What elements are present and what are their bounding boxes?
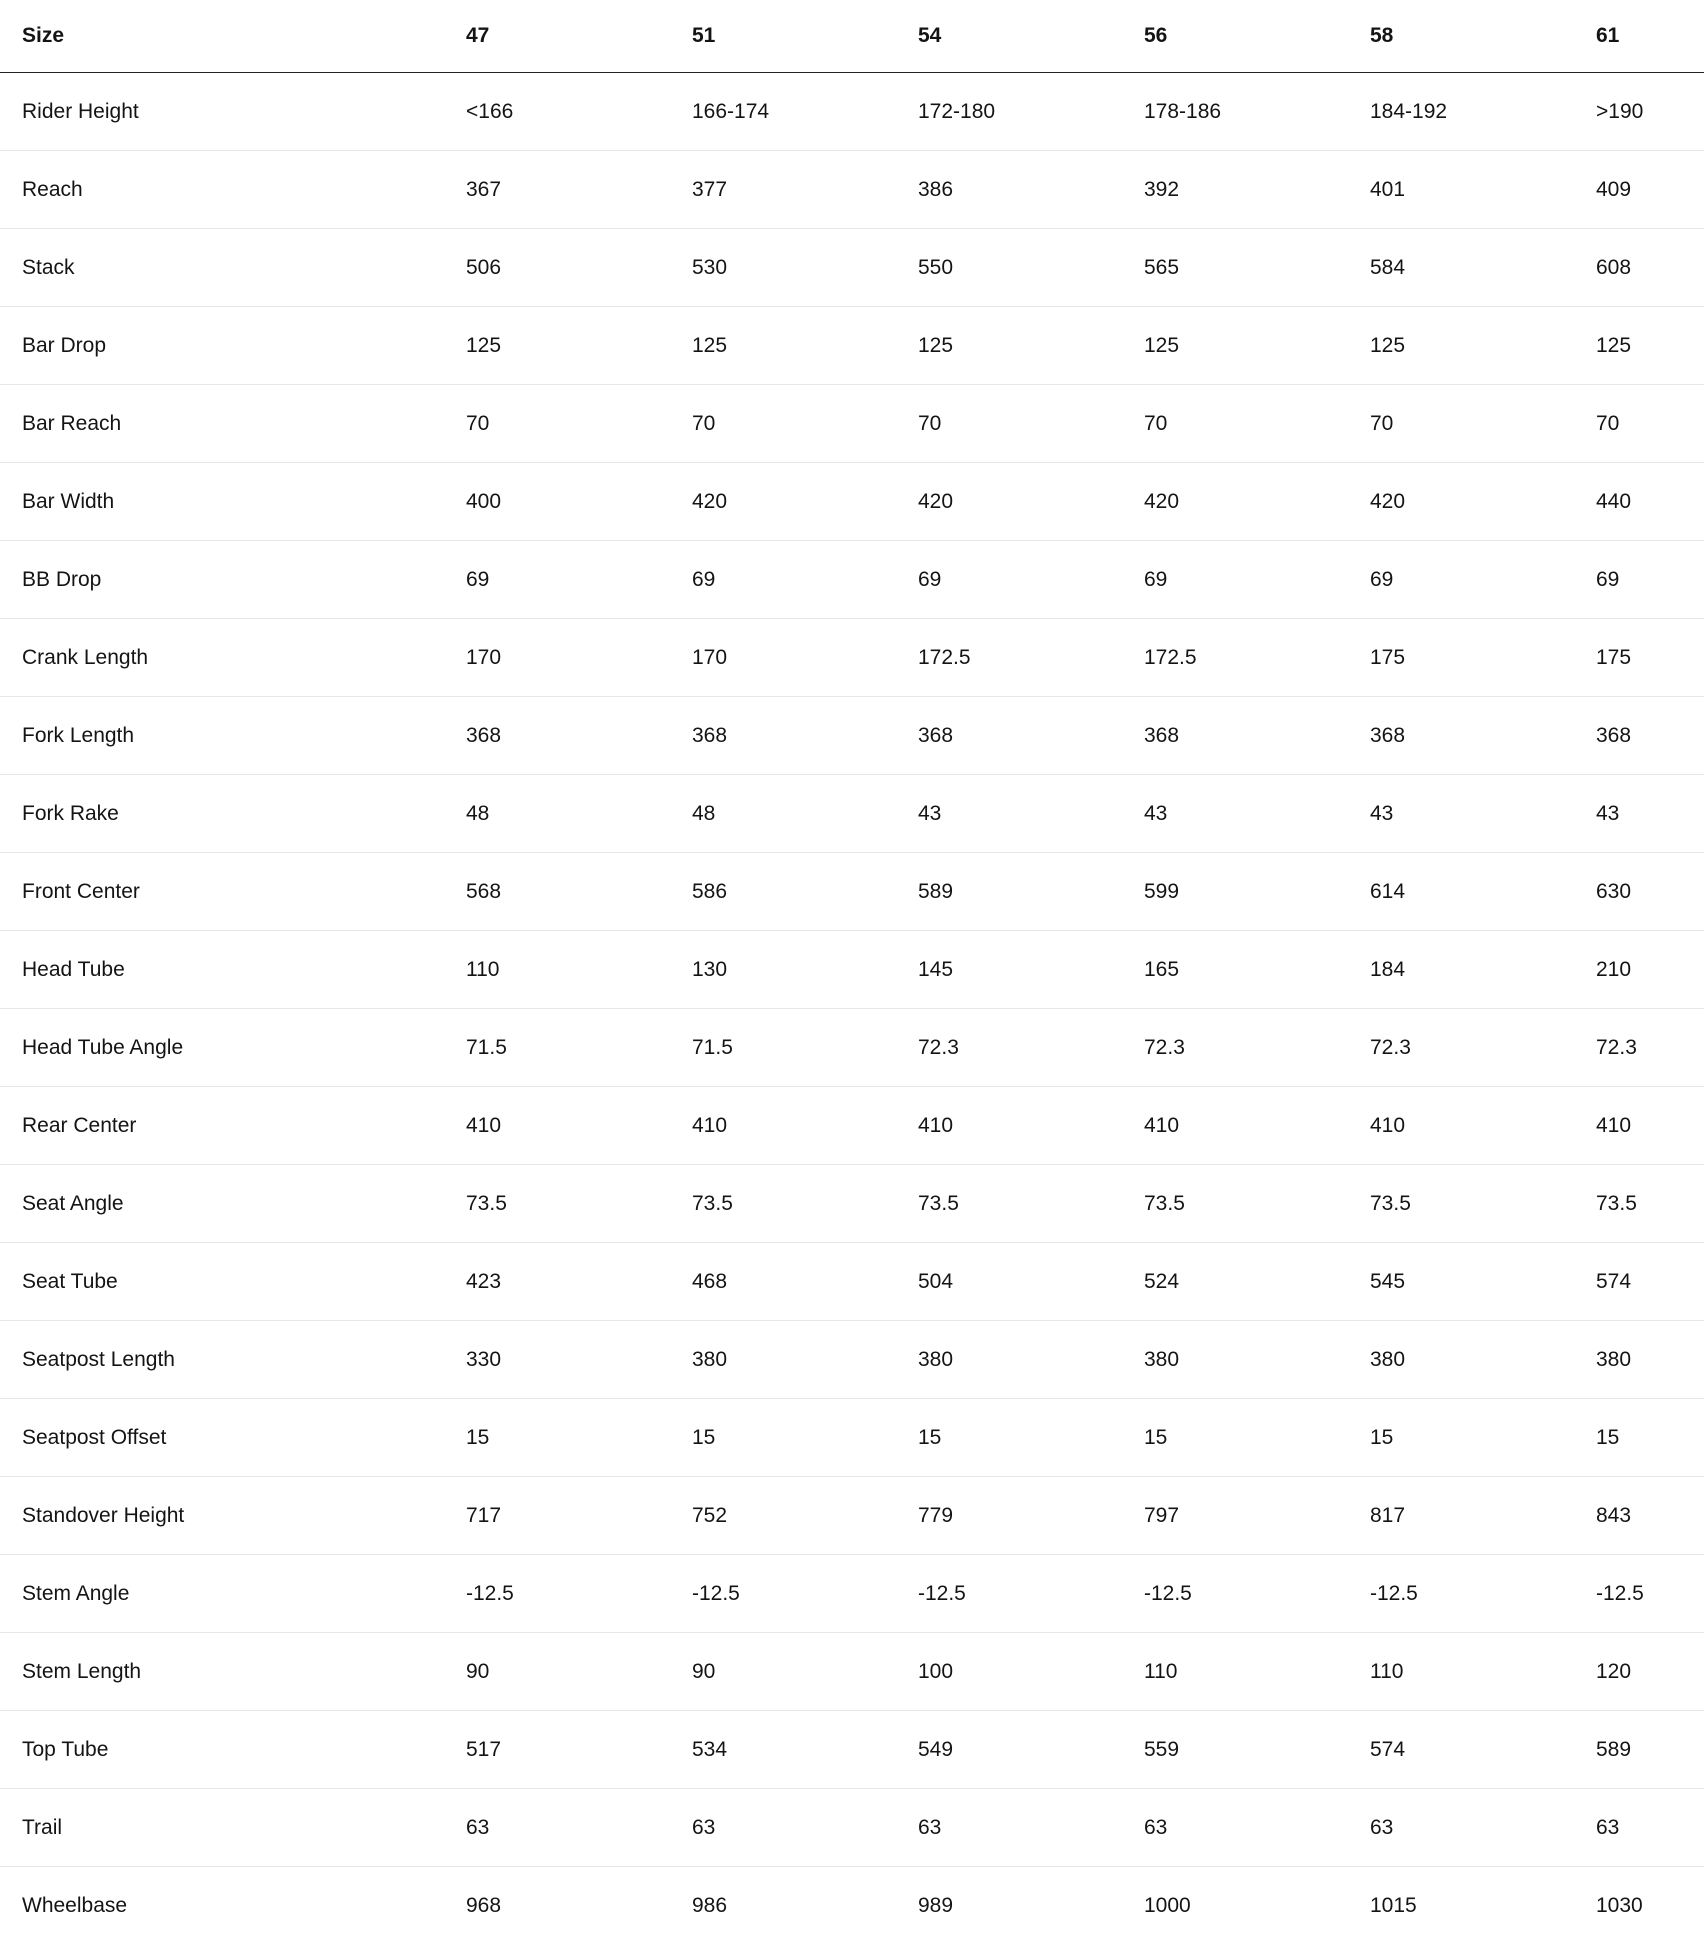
row-label: Stem Angle [0,1555,466,1633]
table-row [0,1555,1704,1633]
row-label: Trail [0,1789,466,1867]
row-label: Seatpost Offset [0,1399,466,1477]
table-cell: 69 [466,541,692,619]
table-cell: 73.5 [692,1165,918,1243]
table-cell: 90 [692,1633,918,1711]
table-cell: -12.5 [1144,1555,1370,1633]
table-cell: 410 [1370,1087,1596,1165]
row-label: Fork Length [0,697,466,775]
table-cell: 779 [918,1477,1144,1555]
row-label: Seat Angle [0,1165,466,1243]
table-cell: 130 [692,931,918,1009]
table-cell: 69 [692,541,918,619]
table-row [0,541,1704,619]
table-cell: 409 [1596,151,1704,229]
row-label: Stem Length [0,1633,466,1711]
table-cell: 630 [1596,853,1704,931]
row-label: Head Tube Angle [0,1009,466,1087]
table-cell: 172.5 [918,619,1144,697]
table-cell: 717 [466,1477,692,1555]
table-cell: 145 [918,931,1144,1009]
table-row [0,619,1704,697]
row-label: Bar Reach [0,385,466,463]
table-cell: 63 [1144,1789,1370,1867]
table-cell: 545 [1370,1243,1596,1321]
table-cell: 69 [1370,541,1596,619]
row-label: Seat Tube [0,1243,466,1321]
table-cell: 843 [1596,1477,1704,1555]
table-cell: 90 [466,1633,692,1711]
table-cell: 166-174 [692,73,918,151]
table-cell: 410 [466,1087,692,1165]
table-cell: 125 [918,307,1144,385]
row-label: Rear Center [0,1087,466,1165]
table-cell: 43 [1370,775,1596,853]
row-label: Bar Width [0,463,466,541]
table-cell: 380 [1144,1321,1370,1399]
table-cell: 73.5 [1370,1165,1596,1243]
table-cell: 63 [1596,1789,1704,1867]
table-cell: 568 [466,853,692,931]
row-label: Rider Height [0,73,466,151]
table-cell: 43 [1144,775,1370,853]
table-cell: 574 [1596,1243,1704,1321]
table-body [0,73,1704,1934]
table-cell: 69 [1596,541,1704,619]
table-row [0,229,1704,307]
table-cell: 70 [1370,385,1596,463]
table-cell: 367 [466,151,692,229]
table-cell: 423 [466,1243,692,1321]
table-cell: 125 [1144,307,1370,385]
table-cell: 817 [1370,1477,1596,1555]
table-cell: 420 [692,463,918,541]
table-cell: 72.3 [1144,1009,1370,1087]
table-cell: 63 [466,1789,692,1867]
table-cell: 72.3 [1370,1009,1596,1087]
header-size-column: 56 [1144,0,1370,73]
table-cell: 468 [692,1243,918,1321]
table-cell: 410 [918,1087,1144,1165]
table-cell: 574 [1370,1711,1596,1789]
table-row [0,151,1704,229]
table-cell: 71.5 [692,1009,918,1087]
table-cell: 380 [1370,1321,1596,1399]
table-header-row [0,0,1704,73]
row-label: Front Center [0,853,466,931]
table-cell: 73.5 [1596,1165,1704,1243]
table-cell: 172.5 [1144,619,1370,697]
table-row [0,775,1704,853]
row-label: Head Tube [0,931,466,1009]
table-cell: 368 [1144,697,1370,775]
table-row [0,307,1704,385]
table-cell: 15 [918,1399,1144,1477]
table-cell: 420 [1144,463,1370,541]
table-cell: >190 [1596,73,1704,151]
table-cell: 110 [466,931,692,1009]
table-cell: 584 [1370,229,1596,307]
table-cell: 43 [1596,775,1704,853]
row-label: Fork Rake [0,775,466,853]
table-row [0,1087,1704,1165]
table-cell: 608 [1596,229,1704,307]
table-row [0,1789,1704,1867]
table-cell: 524 [1144,1243,1370,1321]
header-size-label: Size [0,0,466,73]
table-cell: 70 [466,385,692,463]
table-cell: 534 [692,1711,918,1789]
table-cell: 125 [466,307,692,385]
table-row [0,463,1704,541]
table-row [0,1399,1704,1477]
table-cell: 69 [918,541,1144,619]
table-cell: 110 [1144,1633,1370,1711]
table-cell: 72.3 [918,1009,1144,1087]
table-cell: 125 [1596,307,1704,385]
table-cell: 175 [1370,619,1596,697]
table-cell: 401 [1370,151,1596,229]
table-cell: <166 [466,73,692,151]
table-cell: 15 [1596,1399,1704,1477]
table-row [0,1633,1704,1711]
table-cell: 15 [466,1399,692,1477]
table-cell: 380 [692,1321,918,1399]
row-label: Top Tube [0,1711,466,1789]
row-label: Wheelbase [0,1867,466,1934]
table-row [0,73,1704,151]
table-cell: 70 [1596,385,1704,463]
table-row [0,1321,1704,1399]
table-cell: 125 [692,307,918,385]
table-cell: 1015 [1370,1867,1596,1934]
table-row [0,1711,1704,1789]
table-row [0,697,1704,775]
table-row [0,1243,1704,1321]
row-label: Stack [0,229,466,307]
table-cell: 368 [466,697,692,775]
table-cell: 550 [918,229,1144,307]
row-label: Bar Drop [0,307,466,385]
table-cell: 330 [466,1321,692,1399]
table-cell: 110 [1370,1633,1596,1711]
table-cell: 1030 [1596,1867,1704,1934]
table-cell: 420 [1370,463,1596,541]
table-cell: 125 [1370,307,1596,385]
table-cell: -12.5 [1596,1555,1704,1633]
table-cell: 565 [1144,229,1370,307]
table-cell: 989 [918,1867,1144,1934]
table-cell: 72.3 [1596,1009,1704,1087]
table-cell: 178-186 [1144,73,1370,151]
table-cell: 599 [1144,853,1370,931]
table-cell: 559 [1144,1711,1370,1789]
table-cell: 410 [1596,1087,1704,1165]
table-cell: 172-180 [918,73,1144,151]
table-cell: -12.5 [1370,1555,1596,1633]
table-cell: 400 [466,463,692,541]
table-cell: 797 [1144,1477,1370,1555]
table-cell: 70 [1144,385,1370,463]
table-cell: 380 [1596,1321,1704,1399]
table-row [0,1477,1704,1555]
table-cell: 377 [692,151,918,229]
table-cell: 549 [918,1711,1144,1789]
table-cell: 175 [1596,619,1704,697]
table-cell: 184-192 [1370,73,1596,151]
table-cell: 380 [918,1321,1144,1399]
table-cell: 184 [1370,931,1596,1009]
table-row [0,1867,1704,1934]
table-cell: 63 [692,1789,918,1867]
table-cell: 70 [918,385,1144,463]
table-cell: 392 [1144,151,1370,229]
table-cell: 986 [692,1867,918,1934]
header-size-column: 58 [1370,0,1596,73]
table-cell: 15 [692,1399,918,1477]
header-size-column: 47 [466,0,692,73]
table-cell: 48 [692,775,918,853]
table-cell: 63 [1370,1789,1596,1867]
table-cell: 210 [1596,931,1704,1009]
table-cell: 170 [692,619,918,697]
table-cell: 368 [692,697,918,775]
table-cell: 517 [466,1711,692,1789]
table-cell: -12.5 [692,1555,918,1633]
table-cell: 120 [1596,1633,1704,1711]
table-cell: 100 [918,1633,1144,1711]
table-cell: 530 [692,229,918,307]
table-row [0,1009,1704,1087]
table-cell: 420 [918,463,1144,541]
table-cell: 1000 [1144,1867,1370,1934]
table-row [0,385,1704,463]
row-label: Seatpost Length [0,1321,466,1399]
table-cell: 368 [1370,697,1596,775]
table-cell: 368 [1596,697,1704,775]
table-cell: 440 [1596,463,1704,541]
table-cell: 69 [1144,541,1370,619]
table-cell: 15 [1144,1399,1370,1477]
table-row [0,931,1704,1009]
header-size-column: 61 [1596,0,1704,73]
table-cell: 73.5 [918,1165,1144,1243]
table-cell: -12.5 [918,1555,1144,1633]
table-cell: 368 [918,697,1144,775]
row-label: BB Drop [0,541,466,619]
table-cell: 63 [918,1789,1144,1867]
table-cell: 43 [918,775,1144,853]
table-cell: 589 [918,853,1144,931]
table-cell: 752 [692,1477,918,1555]
table-cell: -12.5 [466,1555,692,1633]
table-cell: 15 [1370,1399,1596,1477]
table-cell: 70 [692,385,918,463]
header-size-column: 51 [692,0,918,73]
table-cell: 73.5 [1144,1165,1370,1243]
table-cell: 48 [466,775,692,853]
table-row [0,853,1704,931]
row-label: Standover Height [0,1477,466,1555]
table-cell: 504 [918,1243,1144,1321]
table-cell: 586 [692,853,918,931]
table-cell: 71.5 [466,1009,692,1087]
table-row [0,1165,1704,1243]
table-cell: 410 [692,1087,918,1165]
table-cell: 506 [466,229,692,307]
row-label: Crank Length [0,619,466,697]
table-cell: 165 [1144,931,1370,1009]
table-cell: 968 [466,1867,692,1934]
table-cell: 589 [1596,1711,1704,1789]
table-cell: 614 [1370,853,1596,931]
table-cell: 73.5 [466,1165,692,1243]
header-size-column: 54 [918,0,1144,73]
row-label: Reach [0,151,466,229]
table-cell: 410 [1144,1087,1370,1165]
table-cell: 386 [918,151,1144,229]
table-cell: 170 [466,619,692,697]
